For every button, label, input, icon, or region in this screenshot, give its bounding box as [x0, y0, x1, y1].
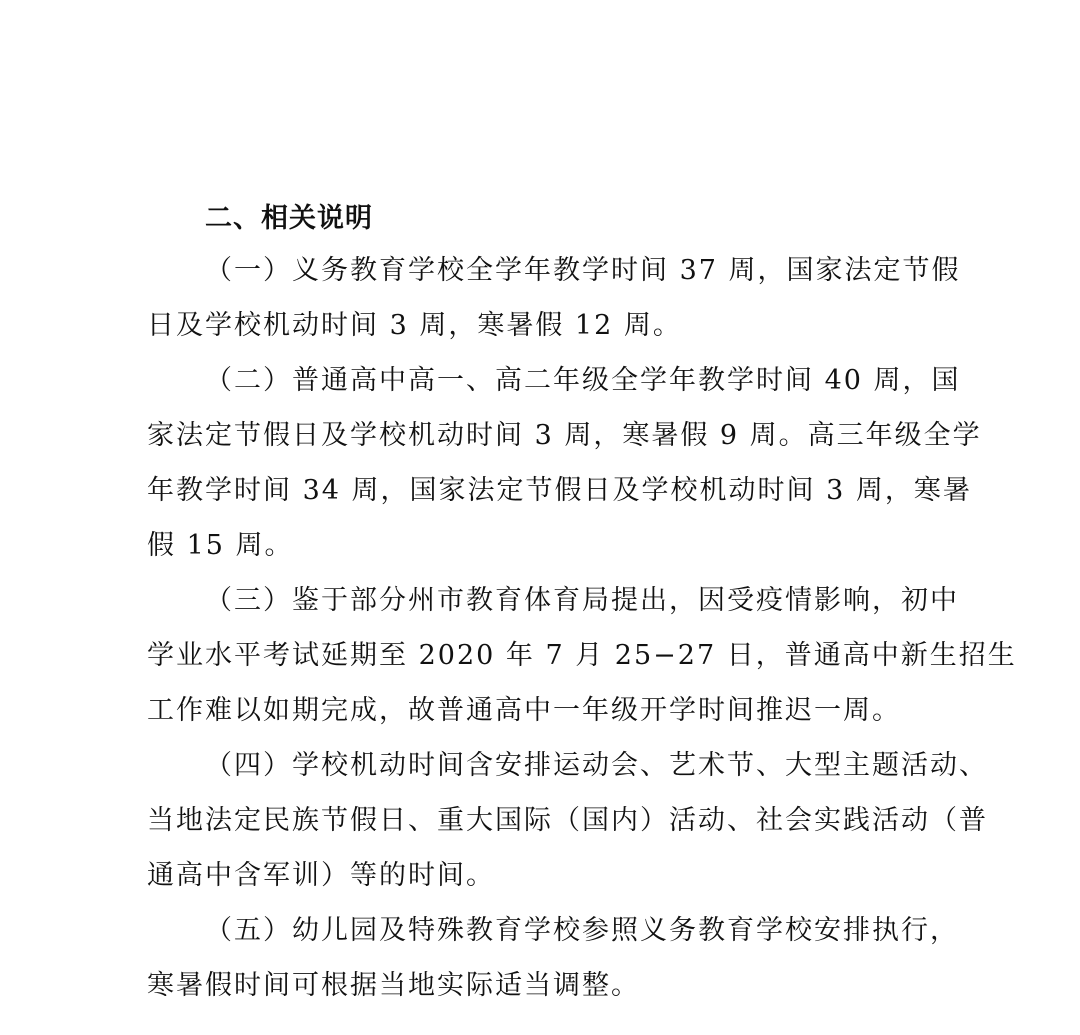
paragraph-4-line-2: 当地法定民族节假日、重大国际（国内）活动、社会实践活动（普	[147, 805, 988, 836]
paragraph-5-line-1: （五）幼儿园及特殊教育学校参照义务教育学校安排执行，	[205, 915, 959, 946]
paragraph-2-line-2: 家法定节假日及学校机动时间 3 周，寒暑假 9 周。高三年级全学	[147, 420, 982, 451]
paragraph-3-line-1: （三）鉴于部分州市教育体育局提出，因受疫情影响，初中	[205, 585, 959, 616]
section-heading: 二、相关说明	[205, 203, 373, 234]
paragraph-4-line-3: 通高中含军训）等的时间。	[147, 860, 495, 891]
paragraph-2-line-1: （二）普通高中高一、高二年级全学年教学时间 40 周，国	[205, 365, 961, 396]
paragraph-4-line-1: （四）学校机动时间含安排运动会、艺术节、大型主题活动、	[205, 750, 988, 781]
paragraph-2-line-3: 年教学时间 34 周，国家法定节假日及学校机动时间 3 周，寒暑	[147, 475, 972, 506]
paragraph-2-line-4: 假 15 周。	[147, 530, 294, 561]
paragraph-1-line-2: 日及学校机动时间 3 周，寒暑假 12 周。	[147, 310, 682, 341]
paragraph-3-line-3: 工作难以如期完成，故普通高中一年级开学时间推迟一周。	[147, 695, 901, 726]
paragraph-3-line-2: 学业水平考试延期至 2020 年 7 月 25−27 日，普通高中新生招生	[147, 640, 1017, 671]
paragraph-1-line-1: （一）义务教育学校全学年教学时间 37 周，国家法定节假	[205, 255, 961, 286]
paragraph-5-line-2: 寒暑假时间可根据当地实际适当调整。	[147, 970, 640, 1001]
